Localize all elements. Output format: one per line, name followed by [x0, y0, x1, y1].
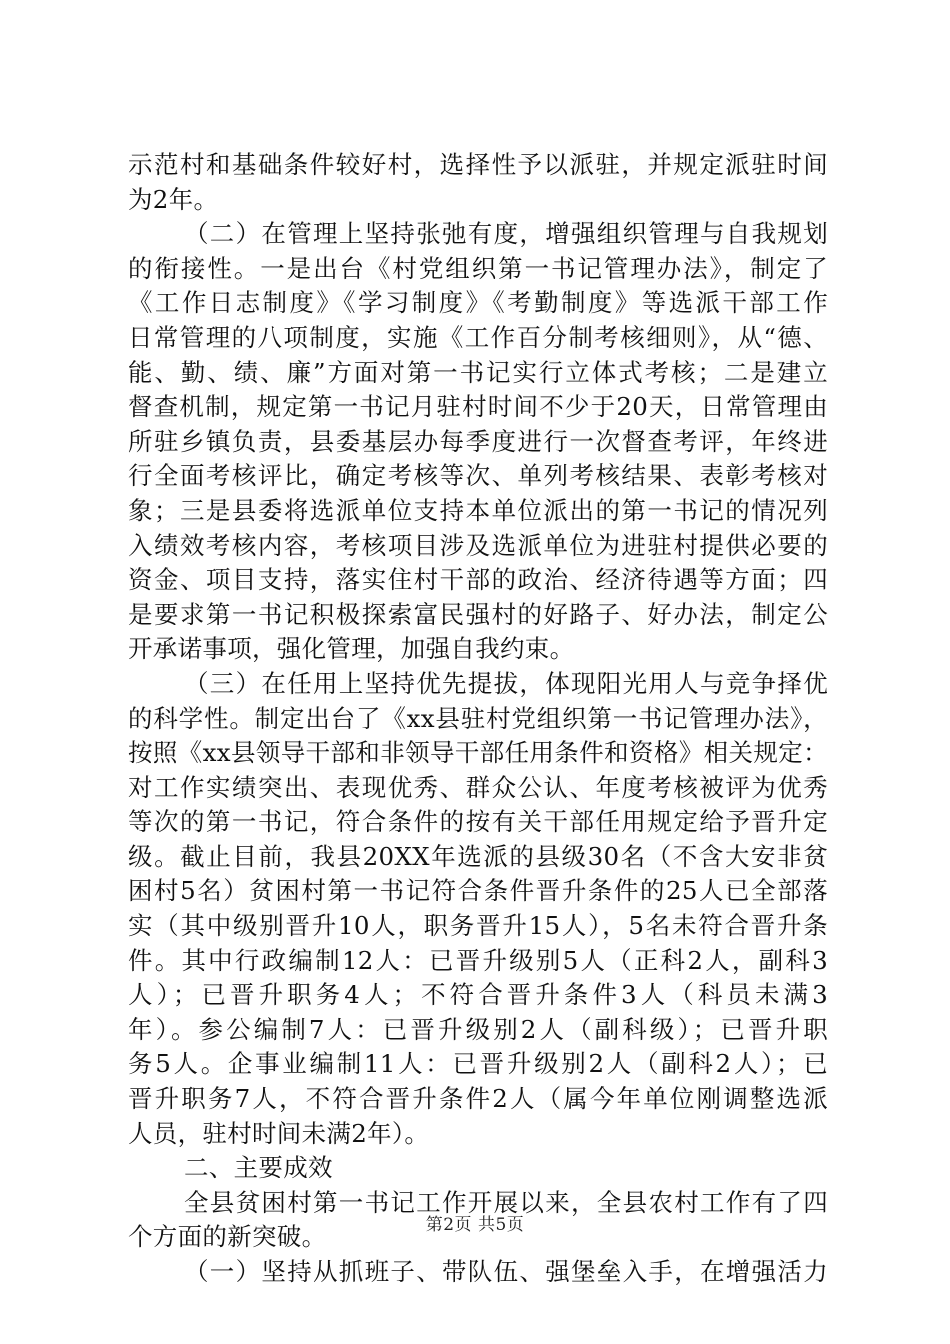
- text-line: 务5人。企事业编制11人：已晋升级别2人（副科2人）；已: [128, 1049, 828, 1079]
- text-line: 困村5名）贫困村第一书记符合条件晋升条件的25人已全部落: [128, 876, 828, 906]
- text-line: 全县贫困村第一书记工作开展以来，全县农村工作有了四: [184, 1187, 828, 1217]
- text-line: 对工作实绩突出、表现优秀、群众公认、年度考核被评为优秀: [128, 772, 828, 802]
- text-line: 示范村和基础条件较好村，选择性予以派驻，并规定派驻时间: [128, 150, 828, 179]
- text-line: 人）；已晋升职务4人；不符合晋升条件3人（科员未满3: [128, 980, 828, 1010]
- text-line: 年）。参公编制7人：已晋升级别2人（副科级）；已晋升职: [128, 1014, 828, 1044]
- text-line: 开承诺事项，强化管理，加强自我约束。: [128, 634, 575, 664]
- text-line: 日常管理的八项制度，实施《工作百分制考核细则》，从“德、: [128, 322, 828, 352]
- text-line: 级。截止目前，我县20XX年选派的县级30名（不含大安非贫: [128, 841, 828, 871]
- text-line: 《工作日志制度》《学习制度》《考勤制度》等选派干部工作: [128, 288, 828, 318]
- text-line: 个方面的新突破。: [128, 1222, 327, 1252]
- text-line: 的科学性。制定出台了《xx县驻村党组织第一书记管理办法》，: [128, 703, 828, 733]
- text-line: 人员，驻村时间未满2年）。: [128, 1118, 430, 1148]
- body-text: [128, 148, 828, 1290]
- paragraph-heading-line: （三）在任用上坚持优先提拔，体现阳光用人与竞争择优: [184, 668, 828, 698]
- paragraph-heading-line: （二）在管理上坚持张弛有度，增强组织管理与自我规划: [184, 219, 828, 249]
- text-line: 能、勤、绩、廉”方面对第一书记实行立体式考核；二是建立: [128, 357, 828, 387]
- text-line: 实（其中级别晋升10人，职务晋升15人），5名未符合晋升条: [128, 911, 828, 941]
- text-line: 晋升职务7人，不符合晋升条件2人（属今年单位刚调整选派: [128, 1084, 828, 1114]
- text-line: 件。其中行政编制12人：已晋升级别5人（正科2人，副科3: [128, 945, 828, 975]
- section-heading: 二、主要成效: [184, 1153, 333, 1183]
- text-line: 按照《xx县领导干部和非领导干部任用条件和资格》相关规定：: [128, 738, 828, 768]
- text-line: 所驻乡镇负责，县委基层办每季度进行一次督查考评，年终进: [128, 426, 828, 456]
- text-line: 入绩效考核内容，考核项目涉及选派单位为进驻村提供必要的: [128, 530, 828, 560]
- page-number-footer: 第2页 共5页: [425, 1215, 525, 1235]
- text-line: 资金、项目支持，落实住村干部的政治、经济待遇等方面；四: [128, 565, 828, 595]
- text-line: 等次的第一书记，符合条件的按有关干部任用规定给予晋升定: [128, 807, 828, 837]
- paragraph-heading-line: （一）坚持从抓班子、带队伍、强堡垒入手，在增强活力: [184, 1257, 828, 1286]
- text-line: 象；三是县委将选派单位支持本单位派出的第一书记的情况列: [128, 495, 828, 525]
- text-line: 为2年。: [128, 184, 219, 214]
- text-line: 督查机制，规定第一书记月驻村时间不少于20天，日常管理由: [128, 392, 828, 422]
- text-line: 的衔接性。一是出台《村党组织第一书记管理办法》，制定了: [128, 253, 828, 283]
- text-line: 是要求第一书记积极探索富民强村的好路子、好办法，制定公: [128, 599, 828, 629]
- text-line: 行全面考核评比，确定考核等次、单列考核结果、表彰考核对: [128, 461, 828, 491]
